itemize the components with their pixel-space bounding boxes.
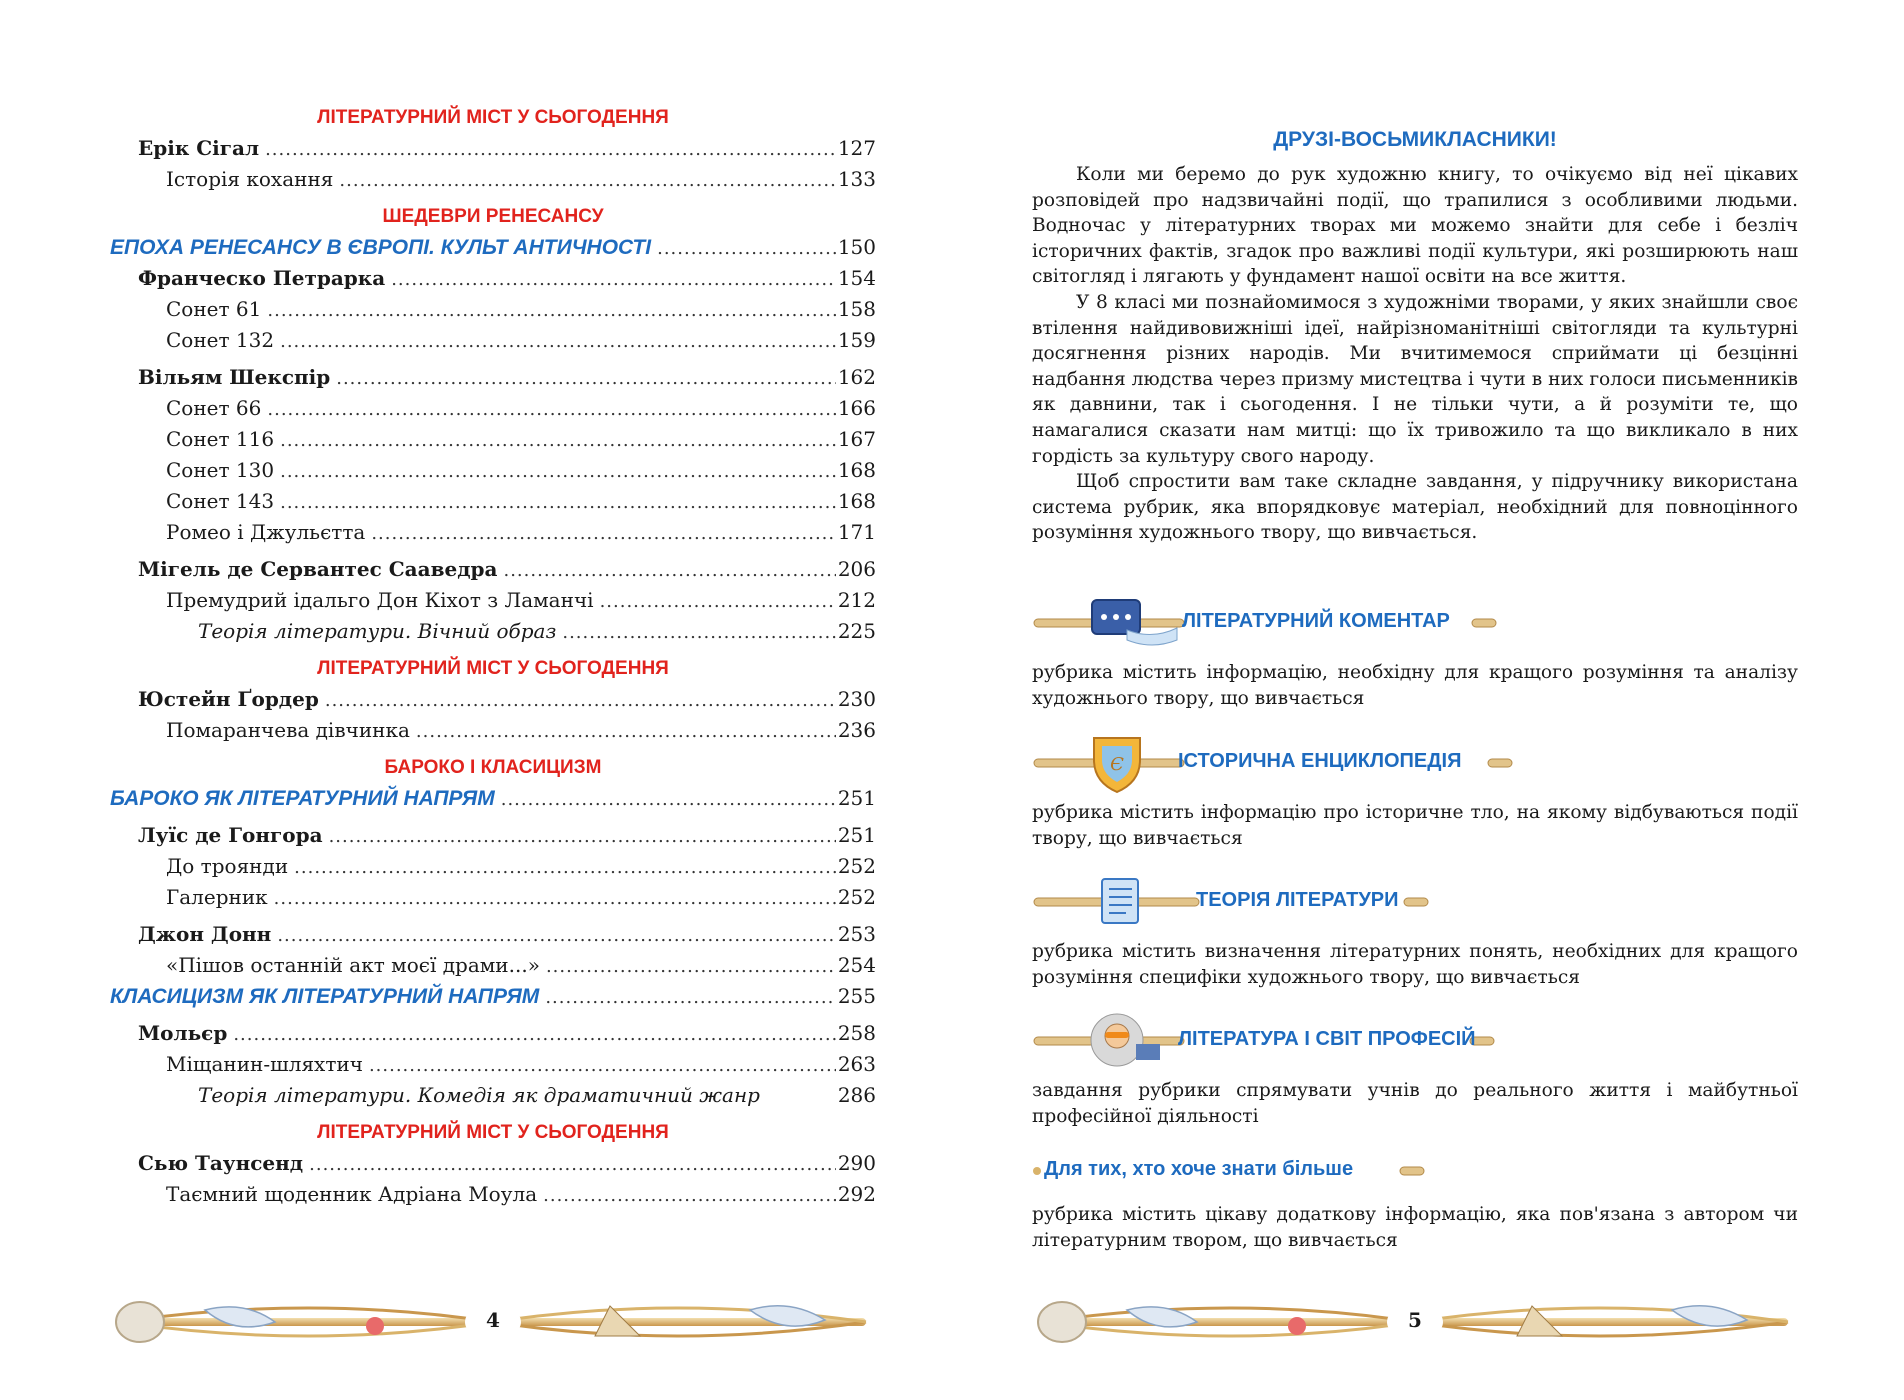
toc-entry-page: 166 bbox=[837, 396, 876, 420]
toc-entry-title: Премудрий ідальго Дон Кіхот з Ламанчі bbox=[166, 588, 594, 612]
toc-entry bbox=[110, 981, 876, 1012]
toc-entry-page: 254 bbox=[837, 953, 876, 977]
toc-entry-page: 258 bbox=[837, 1021, 876, 1045]
svg-text:Є: Є bbox=[1110, 754, 1124, 775]
toc-section-heading: ЛІТЕРАТУРНИЙ МІСТ У СЬОГОДЕННЯ bbox=[317, 658, 669, 679]
toc-entry-title: Історія кохання bbox=[166, 167, 334, 191]
toc-entry-title: Сонет 132 bbox=[166, 328, 275, 352]
greeting-heading: ДРУЗІ-ВОСЬМИКЛАСНИКИ! bbox=[1273, 128, 1557, 151]
intro-text bbox=[1032, 162, 1798, 546]
rubric-label: ЛІТЕРАТУРА І СВІТ ПРОФЕСІЙ bbox=[1178, 1028, 1476, 1050]
toc-entry-page: 168 bbox=[837, 458, 876, 482]
toc-entry-title: Ромео і Джульєтта bbox=[166, 520, 366, 544]
toc-entry-title: Джон Донн bbox=[138, 922, 272, 946]
toc-entry-title: Теорія літератури. Вічний образ bbox=[198, 619, 557, 643]
toc-entry bbox=[110, 424, 876, 455]
toc-entry bbox=[110, 950, 876, 981]
toc-leader-dots bbox=[562, 617, 835, 648]
toc-entry-title: Вільям Шекспір bbox=[138, 365, 331, 389]
rubric-description: рубрика містить цікаву додаткову інформацію, яка пов'язана з автором чи літературним твором, що вивчається bbox=[1032, 1204, 1798, 1251]
toc-entry-page: 159 bbox=[837, 328, 876, 352]
toc-entry-title: Міщанин-шляхтич bbox=[166, 1052, 363, 1076]
toc-entry-page: 290 bbox=[837, 1151, 876, 1175]
toc-entry bbox=[110, 820, 876, 851]
toc-entry-page: 251 bbox=[837, 823, 876, 847]
page-footer-ornament bbox=[110, 1292, 876, 1350]
toc-entry bbox=[110, 554, 876, 585]
toc-leader-dots bbox=[501, 784, 836, 815]
toc-entry-title: КЛАСИЦИЗМ ЯК ЛІТЕРАТУРНИЙ НАПРЯМ bbox=[110, 985, 540, 1008]
toc-entry bbox=[110, 585, 876, 616]
toc-entry-page: 158 bbox=[837, 297, 876, 321]
rubric-label: Для тих, хто хоче знати більше bbox=[1044, 1158, 1354, 1180]
toc-entry-title: Луїс де Гонгора bbox=[138, 823, 323, 847]
page-footer-ornament bbox=[1032, 1292, 1798, 1350]
toc-entry-page: 171 bbox=[837, 520, 876, 544]
rubric-banner bbox=[1032, 1010, 1798, 1072]
toc-entry-page: 150 bbox=[837, 235, 876, 259]
toc-entry-page: 154 bbox=[837, 266, 876, 290]
toc-entry bbox=[110, 362, 876, 393]
toc-entry bbox=[110, 263, 876, 294]
toc-section-heading: ШЕДЕВРИ РЕНЕСАНСУ bbox=[382, 206, 604, 227]
toc-entry-title: До троянди bbox=[166, 854, 289, 878]
toc-entry-title: Сонет 143 bbox=[166, 489, 275, 513]
toc-entry bbox=[110, 1080, 876, 1111]
toc-entry bbox=[110, 1049, 876, 1080]
toc-section-heading: ЛІТЕРАТУРНИЙ МІСТ У СЬОГОДЕННЯ bbox=[317, 107, 669, 128]
toc-leader-dots bbox=[309, 1149, 836, 1180]
toc-entry-page: 252 bbox=[837, 854, 876, 878]
toc-entry-page: 263 bbox=[837, 1052, 876, 1076]
toc-entry-page: 133 bbox=[837, 167, 876, 191]
toc-entry-page: 225 bbox=[837, 619, 876, 643]
toc-entry bbox=[110, 919, 876, 950]
toc-leader-dots bbox=[274, 883, 836, 914]
toc-entry bbox=[110, 684, 876, 715]
toc-leader-dots bbox=[657, 233, 836, 264]
toc-entry-title: Теорія літератури. Комедія як драматичний жанр bbox=[198, 1083, 760, 1107]
toc-leader-dots bbox=[280, 425, 836, 456]
rubric-literary-commentary bbox=[1032, 592, 1798, 711]
toc-entry-title: БАРОКО ЯК ЛІТЕРАТУРНИЙ НАПРЯМ bbox=[110, 787, 495, 810]
toc-entry-title: Юстейн Ґордер bbox=[138, 687, 319, 711]
toc-leader-dots bbox=[600, 586, 836, 617]
rubric-banner bbox=[1032, 1148, 1798, 1196]
toc-entry bbox=[110, 616, 876, 647]
rubric-literary-theory bbox=[1032, 871, 1798, 990]
toc-entry-title: Сонет 130 bbox=[166, 458, 275, 482]
toc-leader-dots bbox=[280, 487, 836, 518]
toc-entry-page: 253 bbox=[837, 922, 876, 946]
toc-section-heading: ЛІТЕРАТУРНИЙ МІСТ У СЬОГОДЕННЯ bbox=[317, 1122, 669, 1143]
toc-entry-page: 251 bbox=[837, 786, 876, 810]
toc-leader-dots bbox=[339, 165, 835, 196]
toc-entry bbox=[110, 851, 876, 882]
rubric-description: завдання рубрики спрямувати учнів до реального життя і майбутньої професійної діяльності bbox=[1032, 1080, 1798, 1127]
rubric-know-more bbox=[1032, 1148, 1798, 1253]
toc-leader-dots bbox=[277, 920, 835, 951]
toc-entry-title: Сонет 116 bbox=[166, 427, 275, 451]
toc-entry bbox=[110, 164, 876, 195]
toc-entry-page: 292 bbox=[837, 1182, 876, 1206]
toc-entry bbox=[110, 486, 876, 517]
toc-entry bbox=[110, 882, 876, 913]
toc-leader-dots bbox=[267, 295, 835, 326]
toc-leader-dots bbox=[543, 1180, 836, 1211]
rubric-banner bbox=[1032, 592, 1798, 654]
page-number: 5 bbox=[1408, 1308, 1422, 1332]
toc-leader-dots bbox=[329, 821, 836, 852]
rubric-label: ТЕОРІЯ ЛІТЕРАТУРИ bbox=[1196, 889, 1399, 911]
toc-entry-title: «Пішов останній акт моєї драми...» bbox=[166, 953, 540, 977]
toc-leader-dots bbox=[233, 1019, 835, 1050]
rubric-label: ІСТОРИЧНА ЕНЦИКЛОПЕДІЯ bbox=[1178, 750, 1462, 772]
toc-leader-dots bbox=[369, 1050, 836, 1081]
toc-entry-title: Сью Таунсенд bbox=[138, 1151, 304, 1175]
toc-entry-page: 212 bbox=[837, 588, 876, 612]
rubric-banner bbox=[1032, 871, 1798, 933]
rubric-banner bbox=[1032, 732, 1798, 794]
intro-paragraph: Коли ми беремо до рук художню книгу, то очікуємо від неї цікавих розповідей про надзвичайні події, що трапилися з особливими людьми. Водночас у літературних творах ми можемо знайти для себе і безліч історичних фактів, згадок про важливі події культури, які розширюють наш світогляд і лягають у фундамент нашої освіти на все життя. bbox=[1032, 164, 1798, 288]
toc-entry bbox=[110, 232, 876, 263]
rubric-description: рубрика містить визначення літературних понять, необхідних для кращого розуміння специфіки художнього твору, що вивчається bbox=[1032, 941, 1798, 988]
toc-entry-page: 162 bbox=[837, 365, 876, 389]
toc-entry-title: Сонет 66 bbox=[166, 396, 262, 420]
toc-entry-title: Мольєр bbox=[138, 1021, 228, 1045]
toc-entry-page: 252 bbox=[837, 885, 876, 909]
toc-entry bbox=[110, 133, 876, 164]
toc-entry-title: Сонет 61 bbox=[166, 297, 262, 321]
toc-entry-title: Ерік Сігал bbox=[138, 136, 260, 160]
right-page bbox=[952, 0, 1904, 1400]
toc-entry-title: Мігель де Сервантес Сааведра bbox=[138, 557, 498, 581]
toc-entry bbox=[110, 393, 876, 424]
toc-leader-dots bbox=[267, 394, 835, 425]
document-icon bbox=[1032, 871, 1798, 933]
toc-leader-dots bbox=[546, 951, 836, 982]
toc-leader-dots bbox=[325, 685, 836, 716]
rubric-literature-professions bbox=[1032, 1010, 1798, 1129]
rubric-description: рубрика містить інформацію про історичне тло, на якому відбуваються події твору, що вивчається bbox=[1032, 802, 1798, 849]
toc-leader-dots bbox=[265, 134, 836, 165]
table-of-contents bbox=[110, 96, 876, 1210]
toc-entry bbox=[110, 1148, 876, 1179]
toc-entry bbox=[110, 1018, 876, 1049]
toc-entry-page: 168 bbox=[837, 489, 876, 513]
toc-entry-page: 167 bbox=[837, 427, 876, 451]
toc-leader-dots bbox=[280, 326, 836, 357]
toc-leader-dots bbox=[545, 982, 836, 1013]
toc-entry bbox=[110, 1179, 876, 1210]
intro-paragraph: Щоб спростити вам таке складне завдання, у підручнику використана система рубрик, яка впорядковує матеріал, необхідний для повноцінного розуміння художнього твору, що вивчається. bbox=[1032, 471, 1798, 544]
toc-entry-page: 127 bbox=[837, 136, 876, 160]
toc-section-heading: БАРОКО І КЛАСИЦИЗМ bbox=[384, 757, 602, 778]
toc-leader-dots bbox=[294, 852, 836, 883]
toc-entry bbox=[110, 294, 876, 325]
toc-entry bbox=[110, 715, 876, 746]
toc-entry-title: Помаранчева дівчинка bbox=[166, 718, 410, 742]
toc-entry-page: 236 bbox=[837, 718, 876, 742]
intro-paragraph: У 8 класі ми познайомимося з художніми творами, у яких знайшли своє втілення найдивовижніші ідеї, найрізноманітніші світогляди та культурні досягнення різних народів. Ми вчитимемося сприймати ці безцінні надбання людства через призму мистецтва і чути в них голоси письменників як давнини, так і сьогодення. І не тільки чути, а й розуміти те, що намагалися сказати нам митці: що їх тривожило та що викликало в них гордість за культуру свого народу. bbox=[1032, 291, 1798, 467]
toc-entry-page: 286 bbox=[837, 1083, 876, 1107]
toc-entry-title: Таємний щоденник Адріана Моула bbox=[166, 1182, 538, 1206]
toc-leader-dots bbox=[391, 264, 836, 295]
toc-leader-dots bbox=[416, 716, 836, 747]
rubric-label: ЛІТЕРАТУРНИЙ КОМЕНТАР bbox=[1182, 610, 1450, 632]
toc-entry-page: 206 bbox=[837, 557, 876, 581]
toc-leader-dots bbox=[371, 518, 835, 549]
toc-entry-page: 255 bbox=[837, 984, 876, 1008]
rubric-historical-encyclopedia bbox=[1032, 732, 1798, 851]
page-number: 4 bbox=[486, 1308, 500, 1332]
toc-entry-title: Франческо Петрарка bbox=[138, 266, 386, 290]
toc-entry bbox=[110, 783, 876, 814]
rubric-description: рубрика містить інформацію, необхідну для кращого розуміння та аналізу художнього твору, що вивчається bbox=[1032, 662, 1798, 709]
toc-leader-dots bbox=[503, 555, 835, 586]
toc-leader-dots bbox=[336, 363, 836, 394]
toc-entry-title: Галерник bbox=[166, 885, 268, 909]
toc-entry bbox=[110, 455, 876, 486]
toc-entry-title: ЕПОХА РЕНЕСАНСУ В ЄВРОПІ. КУЛЬТ АНТИЧНОСТІ bbox=[110, 236, 652, 259]
toc-leader-dots bbox=[280, 456, 836, 487]
toc-entry bbox=[110, 517, 876, 548]
toc-entry-page: 230 bbox=[837, 687, 876, 711]
toc-entry bbox=[110, 325, 876, 356]
